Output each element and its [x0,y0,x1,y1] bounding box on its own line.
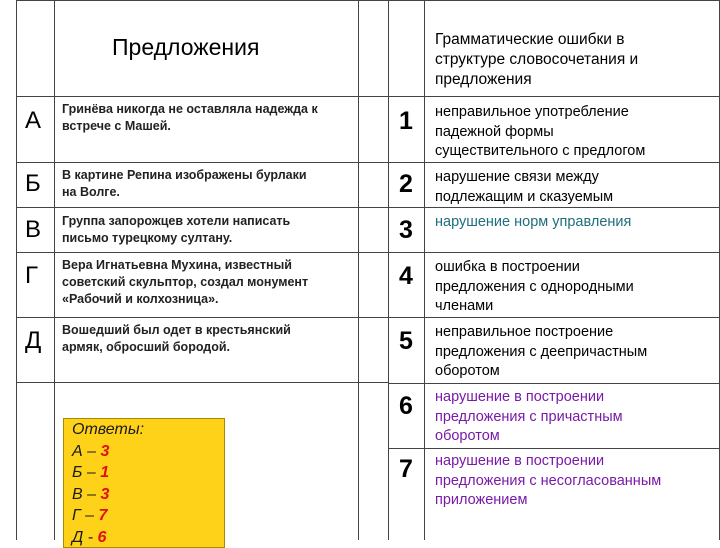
answer-value: 3 [100,443,109,460]
sentence-text [62,322,291,356]
row-divider [16,162,720,163]
answer-item [72,505,224,527]
error-line: неправильное употребление [435,103,645,123]
errors-column-header [435,30,638,90]
errors-header-line: структуре словосочетания и [435,50,638,70]
answer-value: 3 [100,486,109,503]
answer-letter: В [72,486,83,503]
error-line: нарушение связи между [435,168,613,188]
answer-separator: – [82,464,100,481]
error-number: 6 [399,392,413,421]
answer-value: 1 [100,464,109,481]
number-column-divider [388,0,389,540]
error-description [435,323,647,382]
answer-letter: Г [72,507,81,524]
answer-separator: – [83,443,101,460]
error-line: членами [435,297,634,317]
error-line: нарушение в построении [435,388,623,408]
row-divider [388,383,720,384]
sentence-line: армяк, обросший бородой. [62,339,291,356]
sentence-letter: А [25,107,41,135]
error-description [435,168,613,207]
answer-item [72,527,224,548]
errors-header-line: Грамматические ошибки в [435,30,638,50]
error-number: 7 [399,455,413,484]
error-line: неправильное построение [435,323,647,343]
letter-column-divider [54,0,55,540]
error-line: приложением [435,491,661,511]
answers-title: Ответы: [72,419,224,441]
table-left-border [16,0,17,540]
row-divider [16,252,720,253]
row-divider [16,207,720,208]
errors-header-line: предложения [435,70,638,90]
error-line: предложения с деепричастным [435,343,647,363]
header-bottom-border [16,96,720,97]
sentence-letter: Д [25,327,41,355]
sentence-line: Группа запорожцев хотели написать [62,213,290,230]
error-line: предложения с несогласованным [435,472,661,492]
sentence-text [62,167,307,201]
error-line: оборотом [435,362,647,382]
answer-separator: – [83,486,101,503]
answer-item [72,441,224,463]
error-column-left-divider [424,0,425,540]
sentence-letter: Г [25,262,38,290]
error-line: предложения с причастным [435,408,623,428]
error-line: существительного с предлогом [435,142,645,162]
table-top-border [16,0,720,1]
row-divider [388,448,720,449]
sentence-line: встрече с Машей. [62,118,318,135]
error-number: 1 [399,107,413,136]
sentence-line: Вера Игнатьевна Мухина, известный [62,257,308,274]
error-line: предложения с однородными [435,278,634,298]
row-divider [16,317,720,318]
answer-item [72,462,224,484]
error-line: нарушение норм управления [435,213,631,233]
answer-separator: - [83,529,97,546]
sentence-text [62,101,318,135]
error-line: ошибка в построении [435,258,634,278]
error-line: оборотом [435,427,623,447]
answer-letter: А [72,443,83,460]
sentence-line: Гринёва никогда не оставляла надежда к [62,101,318,118]
answer-letter: Д [72,529,83,546]
sentence-column-divider [358,0,359,540]
answer-separator: – [81,507,99,524]
error-line: нарушение в построении [435,452,661,472]
error-line: падежной формы [435,123,645,143]
sentence-line: советский скульптор, создал монумент [62,274,308,291]
error-number: 2 [399,170,413,199]
error-description [435,213,631,233]
error-description [435,103,645,162]
error-number: 4 [399,262,413,291]
answer-letter: Б [72,464,82,481]
answer-item [72,484,224,506]
sentence-line: «Рабочий и колхозница». [62,291,308,308]
sentence-line: В картине Репина изображены бурлаки [62,167,307,184]
sentence-text [62,213,290,247]
error-number: 3 [399,216,413,245]
answer-value: 7 [99,507,108,524]
sentence-line: Вошедший был одет в крестьянский [62,322,291,339]
sentence-text [62,257,308,308]
sentence-letter: Б [25,170,41,198]
error-number: 5 [399,327,413,356]
sentences-column-header: Предложения [112,34,259,61]
answer-area-top-border [16,382,388,383]
sentence-line: письмо турецкому султану. [62,230,290,247]
error-description [435,258,634,317]
answers-box [63,418,225,548]
error-line: подлежащим и сказуемым [435,188,613,208]
sentence-letter: В [25,216,41,244]
answer-value: 6 [97,529,106,546]
error-description [435,452,661,511]
sentence-line: на Волге. [62,184,307,201]
error-description [435,388,623,447]
